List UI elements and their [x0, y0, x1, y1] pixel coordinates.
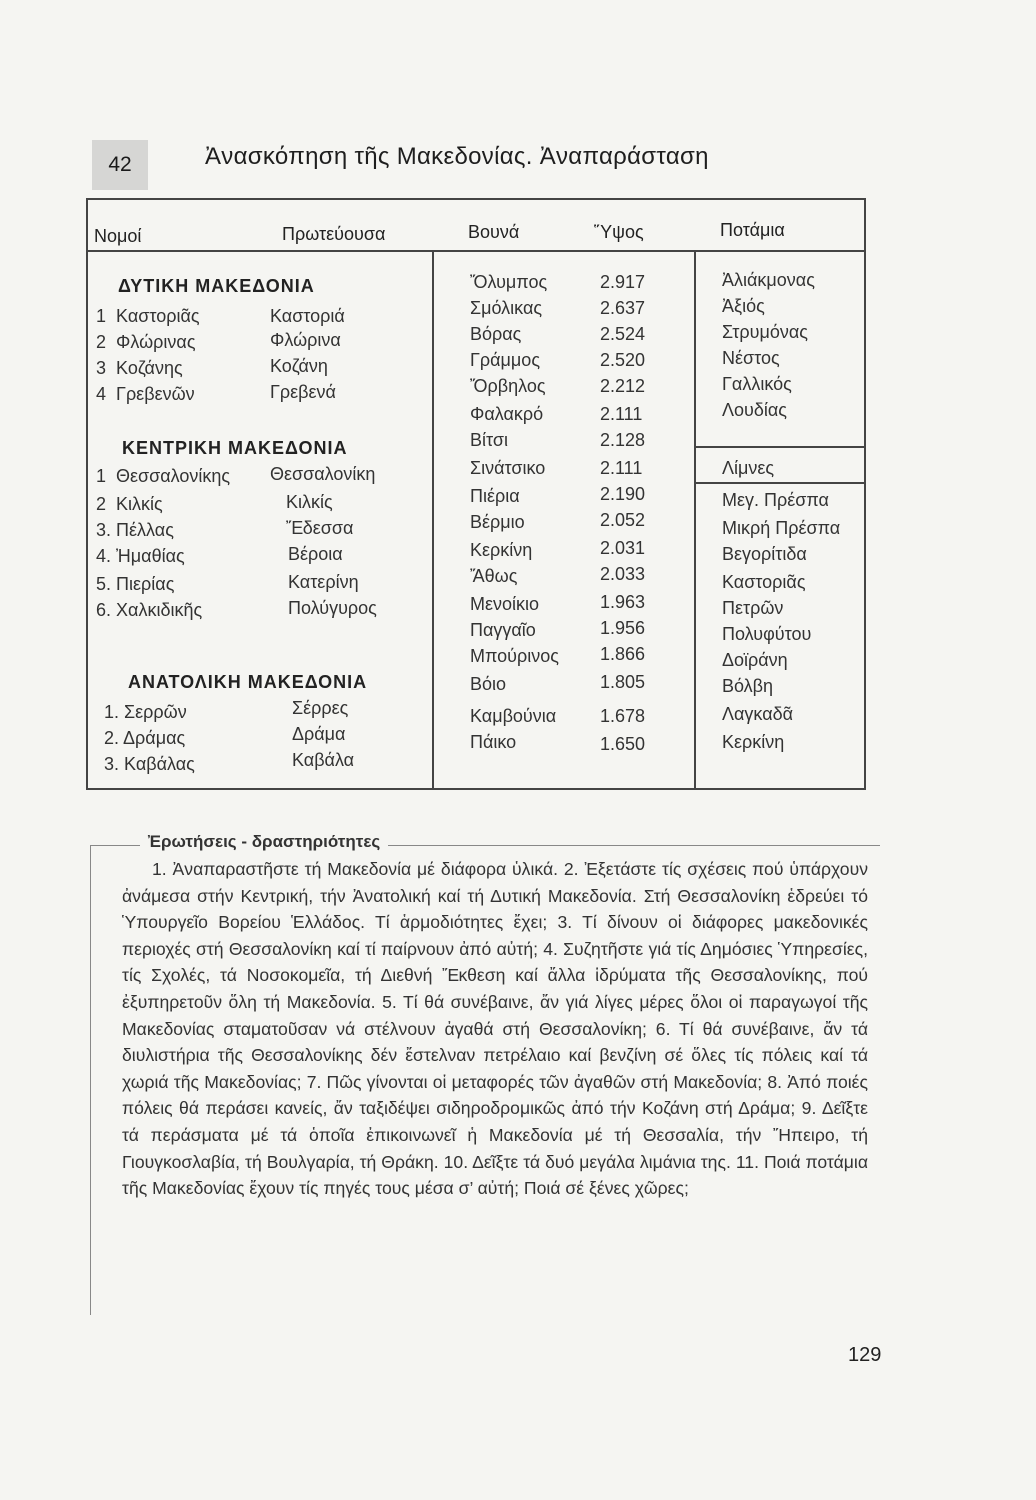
lake-name: Μεγ. Πρέσπα — [722, 490, 829, 510]
column-divider-right — [694, 250, 696, 788]
mountain-height: 1.650 — [600, 734, 646, 754]
list-item: 2 Κιλκίς — [96, 494, 163, 514]
lake-name: Δοϊράνη — [722, 650, 788, 670]
capital: Δράμα — [292, 724, 346, 744]
mountain-name: Βόρας — [470, 324, 522, 344]
mountain-name: Ὄρβηλος — [470, 376, 546, 396]
capital: Σέρρες — [292, 698, 349, 718]
mountain-name: Πιέρια — [470, 486, 520, 506]
column-divider-left — [432, 250, 434, 788]
list-item: 1. Σερρῶν — [104, 702, 187, 722]
list-item: 1 Θεσσαλονίκης — [96, 466, 231, 486]
header-mountains: Βουνά — [468, 222, 520, 242]
capital: Ἔδεσσα — [286, 518, 354, 538]
list-item: 2 Φλώρινας — [96, 332, 196, 352]
lake-name: Λαγκαδᾶ — [722, 704, 794, 724]
mountain-name: Σινάτσικο — [470, 458, 546, 478]
mountain-name: Γράμμος — [470, 350, 540, 370]
lake-name: Πετρῶν — [722, 598, 784, 618]
mountain-height: 2.212 — [600, 376, 646, 396]
mountain-name: Φαλακρό — [470, 404, 544, 424]
mountain-height: 2.033 — [600, 564, 646, 584]
capital: Κιλκίς — [286, 492, 333, 512]
list-item: 4. Ἠμαθίας — [96, 546, 185, 566]
mountain-name: Ἄθως — [470, 566, 518, 586]
lakes-divider-bottom — [694, 482, 864, 484]
river-name: Νέστος — [722, 348, 780, 368]
questions-text: 1. Ἀναπαραστῆστε τή Μακεδονία μέ διάφορα ὑλικά. 2. Ἐξετάστε τίς σχέσεις πού ὑπάρχουν ἀνάμεσα στήν Κεντρική, τήν Ἀνατολική καί τή Δυτική Μακεδονία. Στή Θεσσαλονίκη ἑδρεύει τό Ὑπουργεῖο Βορείου Ἑλλάδος. Τί ἁρμοδιότητες ἔχει; 3. Τί δίνουν οἱ διάφορες μακεδονικές περιοχές στή Θεσσαλονίκη καί τί παίρνουν ἀπό αὐτή; 4. Συζητῆστε γιά τίς Δημόσιες Ὑπηρεσίες, τίς Σχολές, τά Νοσοκομεῖα, τή Διεθνή Ἔκθεση καί ἄλλα ἱδρύματα τῆς Θεσσαλονίκης, πού ἐξυπηρετοῦν ὅλη τή Μακεδονία. 5. Τί θά συνέβαινε, ἄν γιά λίγες μέρες ὅλοι οἱ παραγωγοί τῆς Μακεδονίας σταματοῦσαν νά στέλνουν ἀγαθά στή Θεσσαλονίκη; 6. Τί θά συνέβαινε, ἄν τά διυλιστήρια τῆς Θεσσαλονίκης δέν ἔστελναν πετρέλαιο καί βενζίνη σέ ὅλες τίς πόλεις καί τά χωριά τῆς Μακεδονίας; 7. Πῶς γίνονται οἱ μεταφορές τῶν ἀγαθῶν στή Μακεδονία; 8. Ἀπό ποιές πόλεις θά περάσει κανείς, ἄν ταξιδέψει σιδηροδρομικῶς ἀπό τήν Κοζάνη στή Δράμα; 9. Δεῖξτε τά περάσματα μέ τά ὁποῖα ἐπικοινωνεῖ ἡ Μακεδονία μέ τή Θεσσαλία, τήν Ἤπειρο, τή Γιουγκοσλαβία, τή Βουλγαρία, τή Θράκη. 10. Δεῖξτε τά δυό μεγάλα λιμάνια της. 11. Ποιά ποτάμια τῆς Μακεδονίας ἔχουν τίς πηγές τους μέσα σ’ αὐτή; Ποιά σέ ξένες χῶρες; — [122, 859, 868, 1199]
lake-name: Βεγορίτιδα — [722, 544, 807, 564]
mountain-height: 2.520 — [600, 350, 646, 370]
mountain-name: Βίτσι — [470, 430, 508, 450]
mountain-height: 1.866 — [600, 644, 646, 664]
capital: Θεσσαλονίκη — [270, 464, 376, 484]
mountain-name: Πάικο — [470, 732, 517, 752]
list-item: 2. Δράμας — [104, 728, 186, 748]
list-item: 3. Πέλλας — [96, 520, 174, 540]
mountain-name: Βόιο — [470, 674, 507, 694]
lake-name: Κερκίνη — [722, 732, 785, 752]
header-capitals: Πρωτεύουσα — [282, 224, 386, 244]
mountain-name: Καμβούνια — [470, 706, 557, 726]
list-item: 5. Πιερίας — [96, 574, 175, 594]
mountain-height: 1.805 — [600, 672, 646, 692]
page-number: 129 — [848, 1344, 882, 1366]
chapter-title: Ἀνασκόπηση τῆς Μακεδονίας. Ἀναπαράσταση — [205, 143, 709, 170]
mountain-name: Βέρμιο — [470, 512, 525, 532]
mountain-name: Παγγαῖο — [470, 620, 536, 640]
mountain-name: Σμόλικας — [470, 298, 543, 318]
chapter-number: 42 — [92, 140, 148, 190]
questions-title: Ἐρωτήσεις - δραστηριότητες — [140, 832, 388, 852]
header-prefectures: Νομοί — [94, 226, 142, 246]
lake-name: Βόλβη — [722, 676, 774, 696]
lake-name: Καστοριᾶς — [722, 572, 806, 592]
capital: Κατερίνη — [288, 572, 359, 592]
header-height: Ὕψος — [594, 222, 644, 242]
capital: Βέροια — [288, 544, 343, 564]
mountain-height: 2.031 — [600, 538, 646, 558]
region-east: ΑΝΑΤΟΛΙΚΗ ΜΑΚΕΔΟΝΙΑ — [128, 672, 368, 692]
region-central: ΚΕΝΤΡΙΚΗ ΜΑΚΕΔΟΝΙΑ — [122, 438, 348, 458]
list-item: 4 Γρεβενῶν — [96, 384, 195, 404]
mountain-height: 1.956 — [600, 618, 646, 638]
list-item: 3. Καβάλας — [104, 754, 195, 774]
river-name: Λουδίας — [722, 400, 787, 420]
lake-name: Πολυφύτου — [722, 624, 812, 644]
lake-name: Μικρή Πρέσπα — [722, 518, 841, 538]
lakes-divider-top — [694, 446, 864, 448]
capital: Καβάλα — [292, 750, 355, 770]
mountain-height: 2.917 — [600, 272, 646, 292]
mountain-height: 2.190 — [600, 484, 646, 504]
header-divider — [88, 250, 864, 252]
mountain-height: 2.111 — [600, 458, 643, 478]
mountain-name: Μπούρινος — [470, 646, 559, 666]
mountain-height: 2.111 — [600, 404, 643, 424]
mountain-height: 1.678 — [600, 706, 646, 726]
river-name: Ἀλιάκμονας — [722, 270, 815, 290]
list-item: 3 Κοζάνης — [96, 358, 183, 378]
mountain-height: 2.052 — [600, 510, 646, 530]
river-name: Ἀξιός — [722, 296, 765, 316]
mountain-height: 2.637 — [600, 298, 646, 318]
mountain-name: Μενοίκιο — [470, 594, 540, 614]
header-rivers: Ποτάμια — [720, 220, 785, 240]
capital: Γρεβενά — [270, 382, 336, 402]
capital: Κοζάνη — [270, 356, 328, 376]
mountain-height: 2.128 — [600, 430, 646, 450]
mountain-name: Κερκίνη — [470, 540, 533, 560]
mountain-height: 2.524 — [600, 324, 646, 344]
river-name: Γαλλικός — [722, 374, 792, 394]
capital: Πολύγυρος — [288, 598, 377, 618]
lakes-header: Λίμνες — [722, 458, 775, 478]
capital: Καστοριά — [270, 306, 345, 326]
mountain-height: 1.963 — [600, 592, 646, 612]
list-item: 1 Καστοριᾶς — [96, 306, 200, 326]
river-name: Στρυμόνας — [722, 322, 808, 342]
mountain-name: Ὄλυμπος — [470, 272, 548, 292]
list-item: 6. Χαλκιδικῆς — [96, 600, 203, 620]
region-west: ΔΥΤΙΚΗ ΜΑΚΕΔΟΝΙΑ — [118, 276, 315, 296]
capital: Φλώρινα — [270, 330, 341, 350]
